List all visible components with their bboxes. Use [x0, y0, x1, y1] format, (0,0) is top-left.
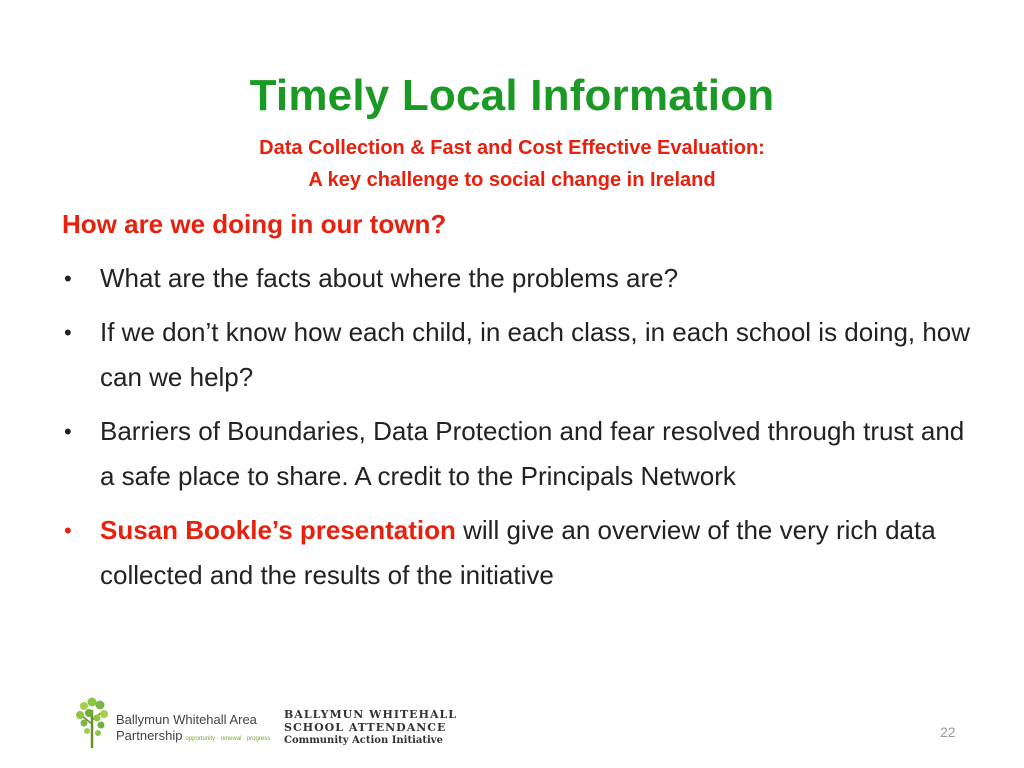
bullet-item — [62, 508, 982, 598]
slide-subtitle-line2: A key challenge to social change in Ireland — [308, 169, 716, 191]
attendance-line3: Community Action Initiative — [284, 735, 443, 746]
attendance-line2: SCHOOL ATTENDANCE — [284, 721, 447, 734]
slide-subtitle-line1: Data Collection & Fast and Cost Effective Evaluation: — [259, 137, 765, 159]
presentation-reference: Susan Bookle’s presentation — [100, 515, 456, 545]
bullet-marker: • — [64, 518, 72, 543]
bullet-marker: • — [64, 266, 72, 291]
bullet-item — [62, 256, 982, 301]
tree-icon — [74, 696, 114, 750]
partnership-logo — [74, 696, 271, 752]
partnership-tagline: opportunity · renewal · progress — [185, 736, 271, 742]
bullet-item — [62, 310, 982, 400]
page-number: 22 — [940, 724, 956, 740]
bullet-text: will give an overview of the very rich data collected and the results of the initiative — [100, 515, 936, 590]
bullet-text: Barriers of Boundaries, Data Protection and fear resolved through trust and a safe place to share. A credit to the Principals Network — [100, 416, 965, 491]
school-attendance-logo — [284, 708, 457, 747]
bullet-marker: • — [64, 419, 72, 444]
partnership-name-line2 — [116, 728, 270, 747]
attendance-line1: BALLYMUN WHITEHALL — [284, 708, 457, 721]
partnership-name — [116, 712, 270, 747]
partnership-name-word: Partnership — [116, 728, 183, 743]
section-heading: How are we doing in our town? — [62, 209, 447, 239]
bullet-text: If we don’t know how each child, in each class, in each school is doing, how can we help? — [100, 317, 971, 392]
bullet-item — [62, 409, 982, 499]
bullet-list — [62, 256, 982, 607]
bullet-marker: • — [64, 320, 72, 345]
bullet-text: What are the facts about where the problems are? — [100, 263, 679, 293]
slide-title: Timely Local Information — [249, 71, 775, 120]
partnership-name-line1: Ballymun Whitehall Area — [116, 712, 257, 727]
